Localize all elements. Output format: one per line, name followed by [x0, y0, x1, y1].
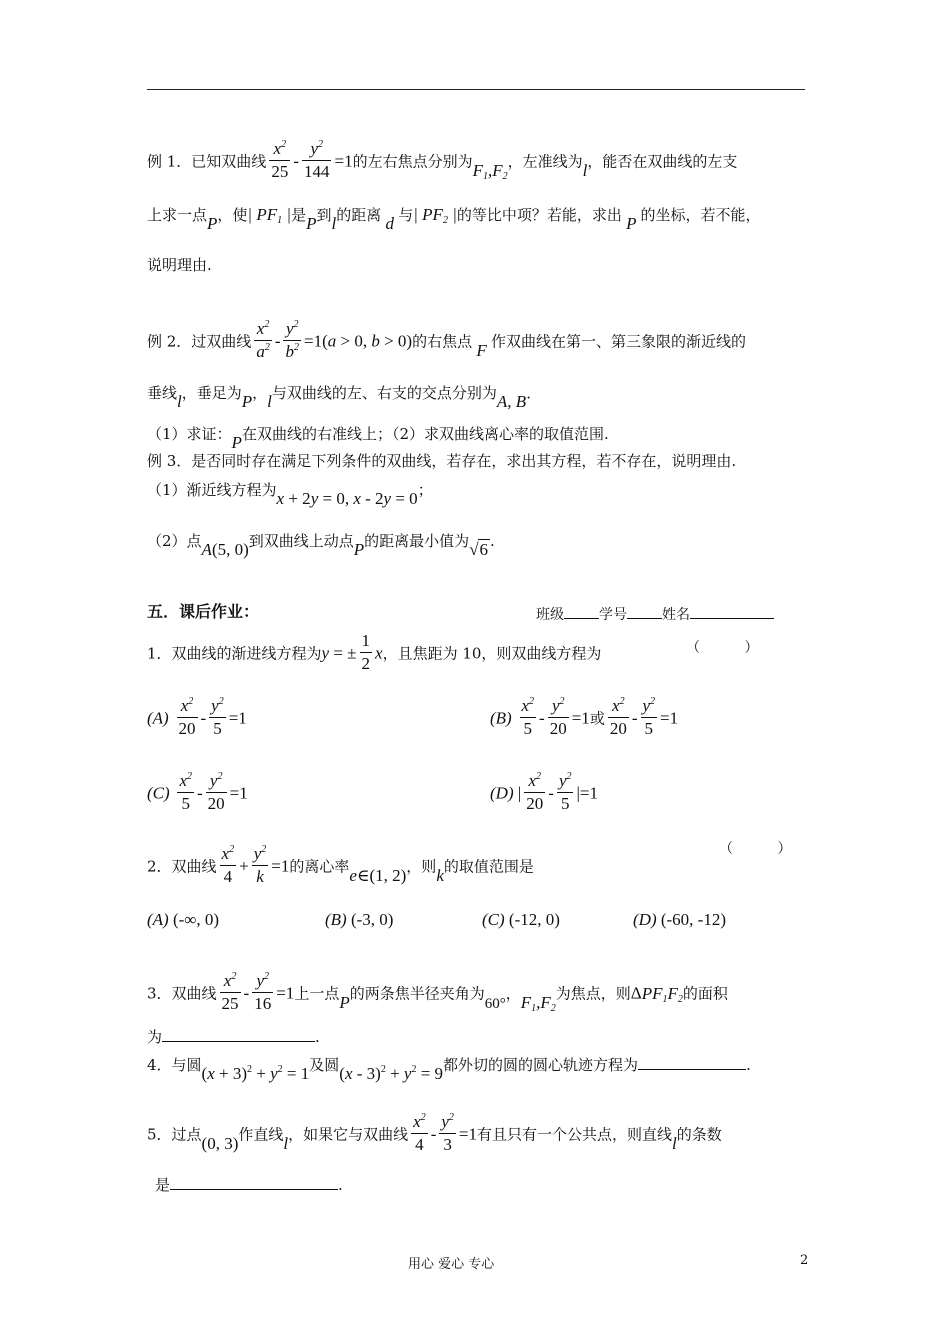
q1-option-c[interactable]: (C) $\frac{x^2}{5}$ - $\frac{y^2}{20}$ =1: [147, 771, 248, 813]
q1-option-a[interactable]: (A) $\frac{x^2}{20}$ - $\frac{y^2}{5}$ =1: [147, 696, 247, 738]
ex3-line2: （1）渐近线方程为x + 2y = 0, x - 2y = 0；: [147, 481, 433, 508]
id-blank[interactable]: [627, 604, 662, 619]
homework-title: 五．课后作业：: [147, 602, 260, 621]
q2-line: 2．双曲线 $\frac{x^2}{4}$ + $\frac{y^2}{k}$ =1的离心率e∈(1, 2)，则k的取值范围是: [147, 844, 534, 886]
ex2-line2: 垂线l，垂足为P，l与双曲线的左、右支的交点分别为A, B．: [147, 384, 542, 411]
ex1-line3: 说明理由.: [147, 256, 212, 274]
q3-answer-blank[interactable]: [162, 1027, 315, 1042]
q3-line2: 为 .: [147, 1028, 320, 1046]
name-blank[interactable]: [690, 604, 774, 619]
q2-option-b[interactable]: (B) (-3, 0): [325, 910, 394, 929]
header-rule: [147, 89, 805, 90]
student-info: 班级 学号 姓名: [536, 604, 774, 624]
class-blank[interactable]: [564, 604, 599, 619]
ex3-line3: （2）点A(5, 0)到双曲线上动点P的距离最小值为√6 .: [147, 532, 495, 559]
q2-option-c[interactable]: (C) (-12, 0): [482, 910, 560, 929]
q2-option-a[interactable]: (A) (-∞, 0): [147, 910, 220, 929]
ex1-line2: 上求一点P，使| $PF_1$ |是P到l的距离 d 与| $PF_2$ |的等比中项？若能，求出 P 的坐标，若不能，: [147, 205, 761, 233]
footer-motto: 用心 爱心 专心: [408, 1257, 495, 1272]
q2-answer-paren[interactable]: （ ）: [719, 841, 792, 857]
ex2-line3: （1）求证：P在双曲线的右准线上；（2）求双曲线离心率的取值范围.: [147, 425, 609, 452]
ex2-line1: 例 2．过双曲线 $\frac{x^2}{a^2}$ - $\frac{y^2}{b^2}$ =1(a > 0, b > 0)的右焦点 F 作双曲线在第一、第三象限的渐近线的: [147, 319, 746, 361]
q1-answer-paren[interactable]: （ ）: [686, 640, 759, 656]
ex3-line1: 例 3．是否同时存在满足下列条件的双曲线，若存在，求出其方程，若不存在，说明理由.: [147, 452, 737, 470]
q1-line: 1．双曲线的渐进线方程为y = ± $\frac{1}{2}$ x，且焦距为 10，则双曲线方程为: [147, 631, 602, 673]
q2-option-d[interactable]: (D) (-60, -12): [633, 910, 727, 929]
q4-answer-blank[interactable]: [638, 1055, 746, 1070]
q5-line2: 是 .: [155, 1176, 343, 1194]
page-number: 2: [800, 1253, 809, 1268]
q4-line: 4．与圆$(x + 3)^2 + y^2 = 1$及圆$(x - 3)^2 + y^2 = 9$都外切的圆的圆心轨迹方程为 .: [147, 1056, 751, 1083]
q1-option-d[interactable]: (D) | $\frac{x^2}{20}$ - $\frac{y^2}{5}$ |=1: [490, 771, 598, 813]
q5-line1: 5．过点(0, 3)作直线l，如果它与双曲线 $\frac{x^2}{4}$ - $\frac{y^2}{3}$ =1有且只有一个公共点，则直线l的条数: [147, 1112, 722, 1154]
ex1-line1: 例 1．已知双曲线 $\frac{x^2}{25}$ - $\frac{y^2}{144}$ =1的左右焦点分别为$F_1,F_2$，左准线为l，能否在双曲线的左支: [147, 139, 738, 182]
q1-option-b[interactable]: (B) $\frac{x^2}{5}$ - $\frac{y^2}{20}$ =1或 $\frac{x^2}{20}$ - $\frac{y^2}{5}$ =1: [490, 696, 679, 738]
q3-line1: 3．双曲线 $\frac{x^2}{25}$ - $\frac{y^2}{16}$ =1上一点P的两条焦半径夹角为60°，$F_1,F_2$为焦点，则$\Delta PF_1F_2$的面积: [147, 971, 728, 1014]
q5-answer-blank[interactable]: [170, 1175, 338, 1190]
